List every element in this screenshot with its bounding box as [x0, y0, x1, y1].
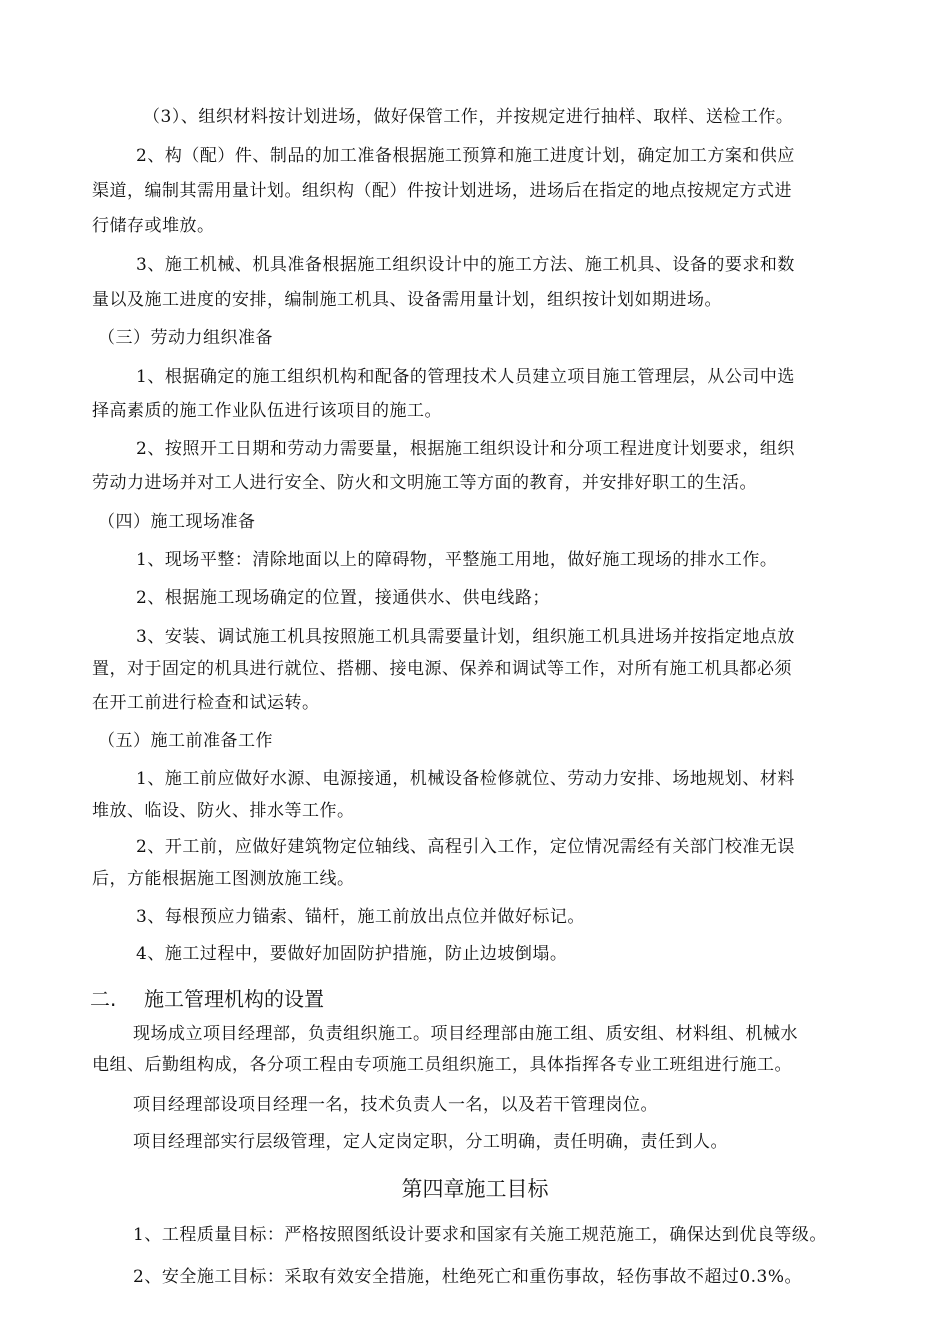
component-prep-line-3: 行储存或堆放。: [92, 216, 215, 236]
labor-line-1: 1、根据确定的施工组织机构和配备的管理技术人员建立项目施工管理层，从公司中选: [136, 367, 795, 387]
site-line-1: 1、现场平整：清除地面以上的障碍物，平整施工用地，做好施工现场的排水工作。: [136, 550, 778, 570]
site-line-5: 在开工前进行检查和试运转。: [92, 693, 320, 713]
machinery-prep-line-2: 量以及施工进度的安排，编制施工机具、设备需用量计划，组织按计划如期进场。: [92, 290, 722, 310]
material-entry-line: （3）、组织材料按计划进场，做好保管工作，并按规定进行抽样、取样、送检工作。: [143, 107, 794, 127]
machinery-prep-line-1: 3、施工机械、机具准备根据施工组织设计中的施工方法、施工机具、设备的要求和数: [136, 255, 795, 275]
pre-work-line-4: 后，方能根据施工图测放施工线。: [92, 869, 355, 889]
labor-heading: （三）劳动力组织准备: [98, 328, 273, 348]
site-line-2: 2、根据施工现场确定的位置，接通供水、供电线路；: [136, 588, 550, 608]
chapter-title: 第四章施工目标: [401, 1177, 549, 1201]
component-prep-line-1: 2、构（配）件、制品的加工准备根据施工预算和施工进度计划，确定加工方案和供应: [136, 146, 795, 166]
section-number: 二.: [90, 987, 117, 1011]
labor-line-4: 劳动力进场并对工人进行安全、防火和文明施工等方面的教育，并安排好职工的生活。: [92, 473, 757, 493]
goal-quality-line: 1、工程质量目标：严格按照图纸设计要求和国家有关施工规范施工，确保达到优良等级。: [133, 1225, 827, 1245]
labor-line-3: 2、按照开工日期和劳动力需要量，根据施工组织设计和分项工程进度计划要求，组织: [136, 439, 795, 459]
labor-line-2: 择高素质的施工作业队伍进行该项目的施工。: [92, 401, 442, 421]
component-prep-line-2: 渠道，编制其需用量计划。组织构（配）件按计划进场，进场后在指定的地点按规定方式进: [92, 181, 792, 201]
pre-work-heading: （五）施工前准备工作: [98, 731, 273, 751]
pre-work-line-1: 1、施工前应做好水源、电源接通，机械设备检修就位、劳动力安排、场地规划、材料: [136, 769, 795, 789]
site-line-4: 置，对于固定的机具进行就位、搭棚、接电源、保养和调试等工作，对所有施工机具都必须: [92, 659, 792, 679]
goal-safety-line: 2、安全施工目标：采取有效安全措施，杜绝死亡和重伤事故，轻伤事故不超过0.3%。: [133, 1267, 803, 1287]
section-heading: [90, 986, 324, 1012]
pre-work-line-3: 2、开工前，应做好建筑物定位轴线、高程引入工作，定位情况需经有关部门校准无误: [136, 837, 795, 857]
mgmt-line-1: 现场成立项目经理部，负责组织施工。项目经理部由施工组、质安组、材料组、机械水: [133, 1024, 798, 1044]
pre-work-line-5: 3、每根预应力锚索、锚杆，施工前放出点位并做好标记。: [136, 907, 585, 927]
mgmt-line-3: 项目经理部设项目经理一名，技术负责人一名，以及若干管理岗位。: [133, 1095, 658, 1115]
site-line-3: 3、安装、调试施工机具按照施工机具需要量计划，组织施工机具进场并按指定地点放: [136, 627, 795, 647]
pre-work-line-6: 4、施工过程中，要做好加固防护措施，防止边坡倒塌。: [136, 944, 568, 964]
mgmt-line-4: 项目经理部实行层级管理，定人定岗定职，分工明确，责任明确，责任到人。: [133, 1132, 728, 1152]
pre-work-line-2: 堆放、临设、防火、排水等工作。: [92, 801, 355, 821]
mgmt-line-2: 电组、后勤组构成，各分项工程由专项施工员组织施工，具体指挥各专业工班组进行施工。: [92, 1055, 792, 1075]
site-heading: （四）施工现场准备: [98, 512, 256, 532]
section-title: 施工管理机构的设置: [144, 987, 324, 1011]
